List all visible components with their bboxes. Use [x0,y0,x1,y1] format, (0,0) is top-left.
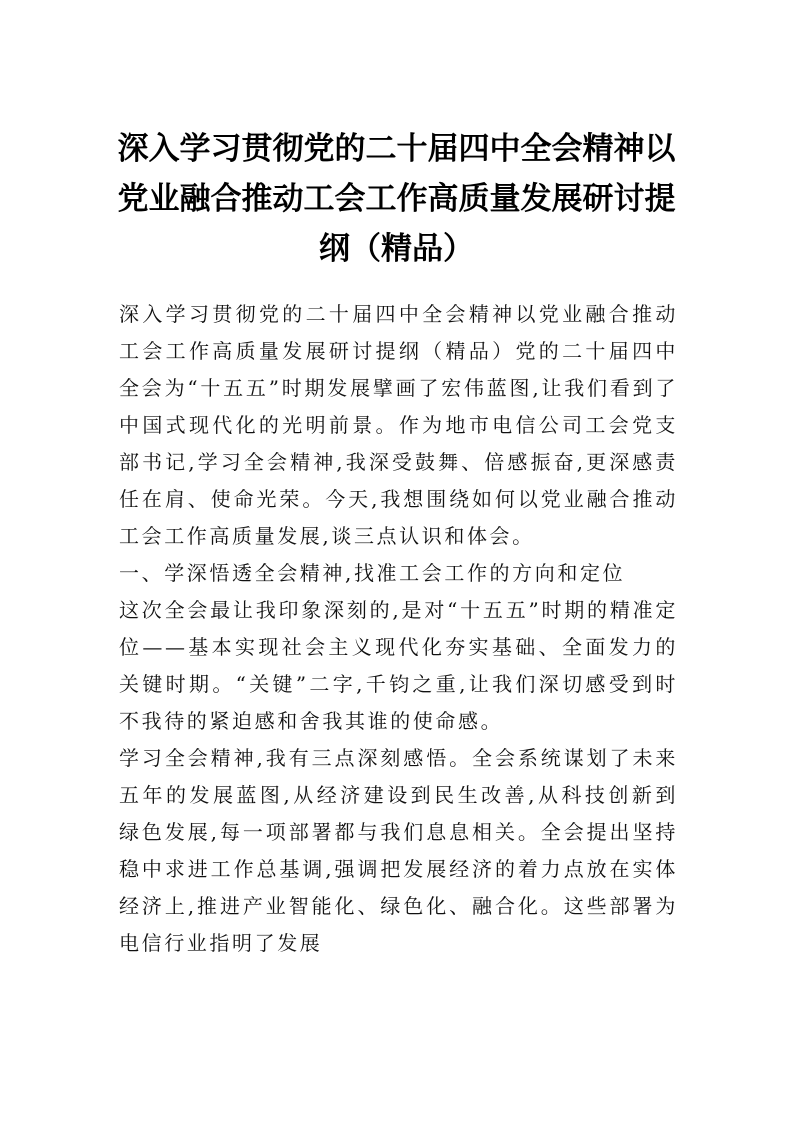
body-paragraph: 这次全会最让我印象深刻的,是对“十五五”时期的精准定位——基本实现社会主义现代化夯实基础、全面发力的关键时期。“关键”二字,千钧之重,让我们深切感受到时不我待的紧迫感和舍我其谁的使命感。 [119,598,678,733]
document-title [110,124,683,274]
title-line-3: 纲（精品） [319,231,474,267]
intro-paragraph: 深入学习贯彻党的二十届四中全会精神以党业融合推动工会工作高质量发展研讨提纲（精品）党的二十届四中全会为“十五五”时期发展擘画了宏伟蓝图,让我们看到了中国式现代化的光明前景。作为地市电信公司工会党支部书记,学习全会精神,我深受鼓舞、倍感振奋,更深感责任在肩、使命光荣。今天,我想围绕如何以党业融合推动工会工作高质量发展,谈三点认识和体会。 [119,302,678,548]
section-heading-1: 一、学深悟透全会精神,找准工会工作的方向和定位 [119,561,626,585]
document-body [119,296,678,962]
title-line-1: 深入学习贯彻党的二十届四中全会精神以 [117,131,676,167]
title-line-2: 党业融合推动工会工作高质量发展研讨提 [117,181,676,217]
body-paragraph: 学习全会精神,我有三点深刻感悟。全会系统谋划了未来五年的发展蓝图,从经济建设到民生改善,从科技创新到绿色发展,每一项部署都与我们息息相关。全会提出坚持稳中求进工作总基调,强调把发展经济的着力点放在实体经济上,推进产业智能化、绿色化、融合化。这些部署为电信行业指明了发展 [119,746,678,955]
